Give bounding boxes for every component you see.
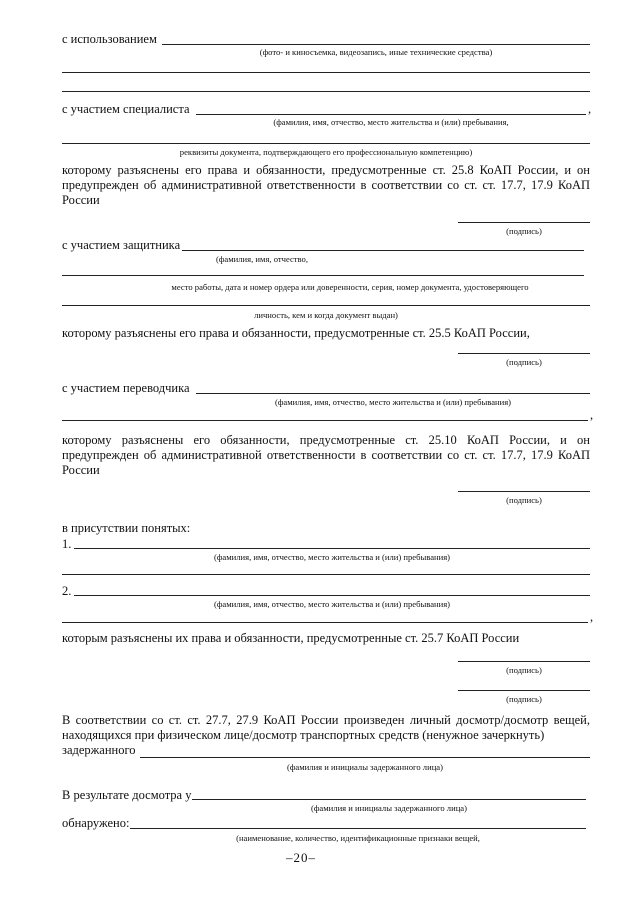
signature-hint: (подпись)	[506, 226, 542, 236]
defender-hint-3: личность, кем и когда документ выдан)	[254, 310, 398, 320]
witness-2-hint: (фамилия, имя, отчество, место жительства и (или) пребывания)	[213, 599, 451, 609]
result-label: В результате досмотра у	[62, 788, 192, 802]
defender-signature-line[interactable]	[458, 353, 590, 354]
comma: ,	[590, 408, 594, 422]
using-hint: (фото- и киносъемка, видеозапись, иные технические средства)	[259, 47, 493, 57]
translator-rights-text: которому разъяснены его обязанности, предусмотренные ст. 25.10 КоАП России, и он предупрежден об административной ответственности в соответствии со ст. ст. 17.7, 17.9 КоАП России	[62, 433, 590, 477]
witness-2-line[interactable]	[74, 595, 590, 596]
witness-1-signature-line[interactable]	[458, 661, 590, 662]
translator-hint: (фамилия, имя, отчество, место жительства и (или) пребывания)	[274, 397, 512, 407]
defender-label: с участием защитника	[62, 238, 181, 252]
specialist-hint: (фамилия, имя, отчество, место жительства и (или) пребывания,	[273, 117, 509, 127]
detained-line[interactable]	[140, 757, 590, 758]
translator-line-2[interactable]	[62, 420, 588, 421]
witnesses-label: в присутствии понятых:	[62, 521, 191, 535]
signature-hint: (подпись)	[506, 357, 542, 367]
using-line[interactable]	[162, 44, 590, 45]
using-line-2[interactable]	[62, 72, 590, 73]
detained-hint: (фамилия и инициалы задержанного лица)	[287, 762, 443, 772]
defender-hint-2: место работы, дата и номер ордера или доверенности, серия, номер документа, удостоверяющего	[171, 282, 529, 292]
result-line[interactable]	[192, 799, 586, 800]
signature-hint: (подпись)	[506, 694, 542, 704]
comma: ,	[590, 610, 594, 624]
witness-1-hint: (фамилия, имя, отчество, место жительства и (или) пребывания)	[213, 552, 451, 562]
signature-hint: (подпись)	[506, 495, 542, 505]
witness-2-number: 2.	[62, 584, 72, 598]
specialist-label: с участием специалиста	[62, 102, 190, 116]
using-label: с использованием	[62, 32, 157, 46]
detained-label: задержанного	[62, 743, 136, 757]
translator-label: с участием переводчика	[62, 381, 190, 395]
translator-signature-line[interactable]	[458, 491, 590, 492]
witness-1-line[interactable]	[74, 548, 590, 549]
search-text: В соответствии со ст. ст. 27.7, 27.9 КоАП России произведен личный досмотр/досмотр вещей, находящихся при физическом лице/досмотр транспортных средств (ненужное зачеркнуть)	[62, 713, 590, 742]
found-hint: (наименование, количество, идентификационные признаки вещей,	[236, 833, 480, 843]
witness-1-number: 1.	[62, 537, 72, 551]
specialist-doc-hint: реквизиты документа, подтверждающего его профессиональную компетенцию)	[179, 147, 473, 157]
specialist-line[interactable]	[196, 114, 586, 115]
result-hint: (фамилия и инициалы задержанного лица)	[311, 803, 467, 813]
page-number: –20–	[286, 850, 316, 865]
defender-rights-text: которому разъяснены его права и обязанности, предусмотренные ст. 25.5 КоАП России,	[62, 326, 530, 340]
specialist-line-2[interactable]	[62, 143, 590, 144]
specialist-rights-text: которому разъяснены его права и обязанности, предусмотренные ст. 25.8 КоАП России, и он предупрежден об административной ответственности в соответствии со ст. ст. 17.7, 17.9 КоАП России	[62, 163, 590, 207]
witness-2-signature-line[interactable]	[458, 690, 590, 691]
defender-hint: (фамилия, имя, отчество,	[215, 254, 308, 264]
found-line[interactable]	[130, 828, 586, 829]
witnesses-rights-text: которым разъяснены их права и обязанности, предусмотренные ст. 25.7 КоАП России	[62, 631, 520, 645]
defender-line-2[interactable]	[62, 275, 584, 276]
specialist-signature-line[interactable]	[458, 222, 590, 223]
signature-hint: (подпись)	[506, 665, 542, 675]
witness-1-line-2[interactable]	[62, 574, 590, 575]
translator-line[interactable]	[196, 393, 590, 394]
found-label: обнаружено:	[62, 816, 130, 830]
using-line-3[interactable]	[62, 91, 590, 92]
witness-2-line-2[interactable]	[62, 622, 588, 623]
defender-line[interactable]	[182, 250, 584, 251]
comma: ,	[588, 102, 592, 116]
defender-line-3[interactable]	[62, 305, 590, 306]
